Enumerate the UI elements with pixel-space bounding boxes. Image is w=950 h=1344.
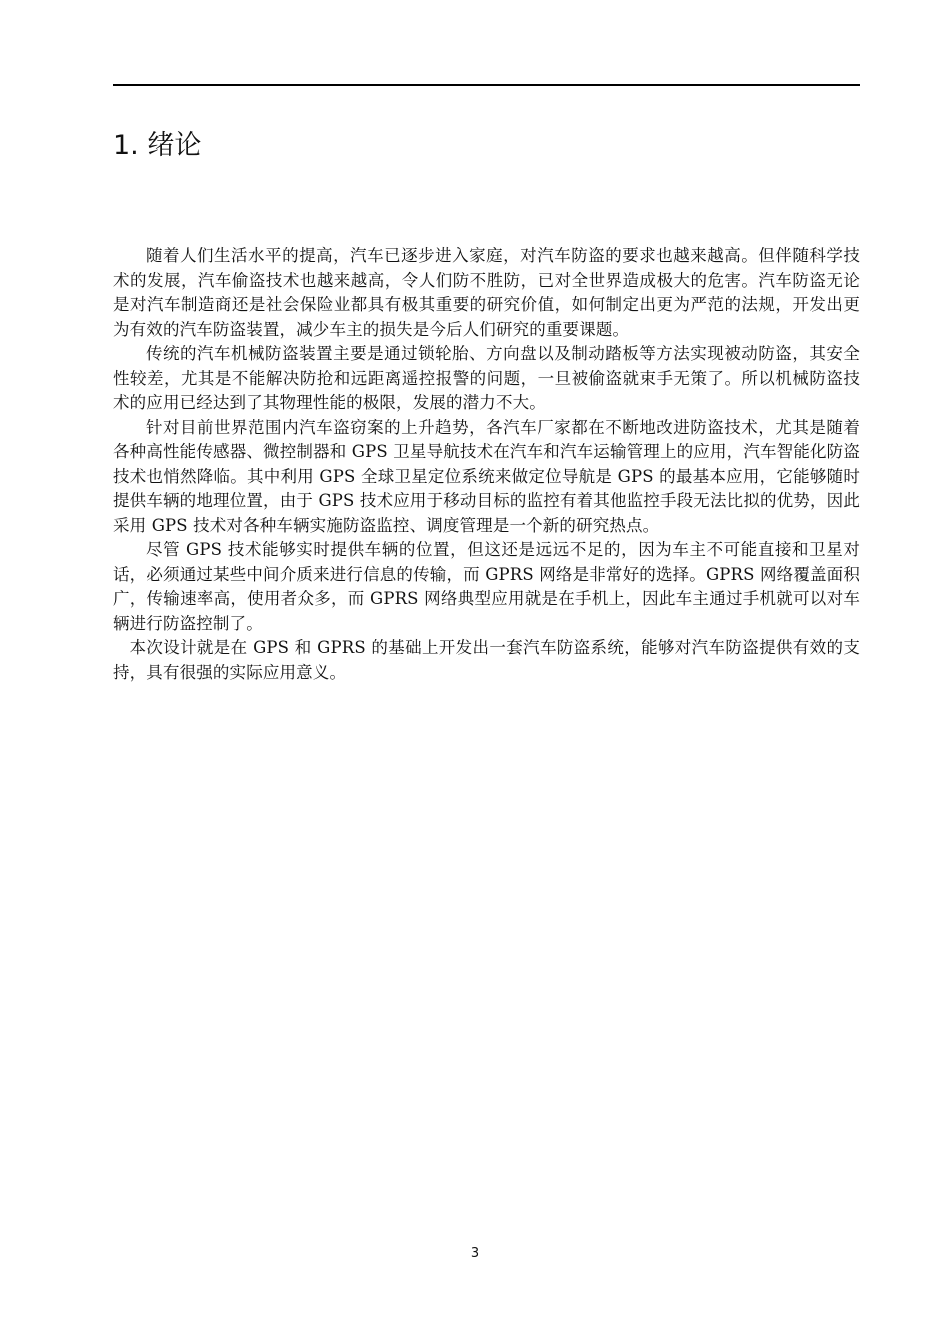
page-number: 3 xyxy=(470,1246,480,1261)
paragraph-mechanical-antitheft: 传统的汽车机械防盗装置主要是通过锁轮胎、方向盘以及制动踏板等方法实现被动防盗，其安全性较差，尤其是不能解决防抢和远距离遥控报警的问题，一旦被偷盗就束手无策了。所以机械防盗技术的应用已经达到了其物理性能的极限，发展的潜力不大。 xyxy=(113,344,860,412)
body-text xyxy=(113,244,860,685)
paragraph-gps-antitheft: 针对目前世界范围内汽车盗窃案的上升趋势，各汽车厂家都在不断地改进防盗技术，尤其是随着各种高性能传感器、微控制器和 GPS 卫星导航技术在汽车和汽车运输管理上的应用，汽车智能化防盗技术也悄然降临。其中利用 GPS 全球卫星定位系统来做定位导航是 GPS 的最基本应用，它能够随时提供车辆的地理位置，由于 GPS 技术应用于移动目标的监控有着其他监控手段无法比拟的优势，因此采用 GPS 技术对各种车辆实施防盗监控、调度管理是一个新的研究热点。 xyxy=(113,417,860,535)
paragraph-design-summary: 本次设计就是在 GPS 和 GPRS 的基础上开发出一套汽车防盗系统，能够对汽车防盗提供有效的支持，具有很强的实际应用意义。 xyxy=(113,638,860,682)
header-rule xyxy=(113,84,860,86)
chapter-title: 1. 绪论 xyxy=(113,130,202,161)
paragraph-intro: 随着人们生活水平的提高，汽车已逐步进入家庭，对汽车防盗的要求也越来越高。但伴随科学技术的发展，汽车偷盗技术也越来越高，令人们防不胜防，已对全世界造成极大的危害。汽车防盗无论是对汽车制造商还是社会保险业都具有极其重要的研究价值，如何制定出更为严范的法规，开发出更为有效的汽车防盗装置，减少车主的损失是今后人们研究的重要课题。 xyxy=(113,246,860,339)
paragraph-gprs-network: 尽管 GPS 技术能够实时提供车辆的位置，但这还是远远不足的，因为车主不可能直接和卫星对话，必须通过某些中间介质来进行信息的传输，而 GPRS 网络是非常好的选择。GPRS 网络覆盖面积广，传输速率高，使用者众多，而 GPRS 网络典型应用就是在手机上，因此车主通过手机就可以对车辆进行防盗控制了。 xyxy=(113,540,860,633)
